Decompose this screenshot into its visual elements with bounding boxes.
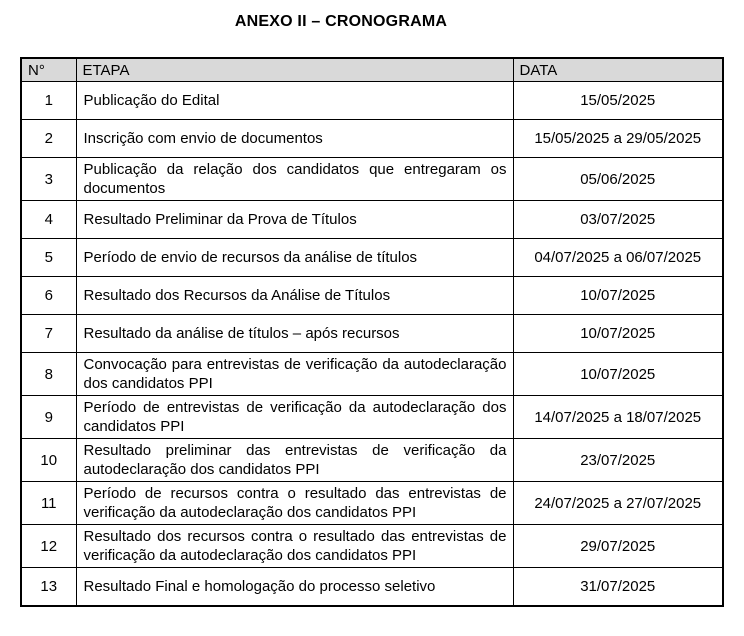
row-number-cell: 11 <box>21 482 76 525</box>
row-number-cell: 6 <box>21 277 76 315</box>
row-number-cell: 5 <box>21 239 76 277</box>
row-number-cell: 9 <box>21 396 76 439</box>
row-etapa-cell: Publicação do Edital <box>76 82 513 120</box>
row-etapa-cell: Inscrição com envio de documentos <box>76 120 513 158</box>
row-etapa-cell: Resultado Preliminar da Prova de Títulos <box>76 201 513 239</box>
row-number-cell: 4 <box>21 201 76 239</box>
row-etapa-cell: Período de entrevistas de verificação da autodeclaração dos candidatos PPI <box>76 396 513 439</box>
row-number-cell: 12 <box>21 525 76 568</box>
row-etapa-cell: Publicação da relação dos candidatos que entregaram os documentos <box>76 158 513 201</box>
row-number-cell: 7 <box>21 315 76 353</box>
row-etapa-cell: Período de envio de recursos da análise de títulos <box>76 239 513 277</box>
row-data-cell: 24/07/2025 a 27/07/2025 <box>513 482 723 525</box>
row-number-cell: 10 <box>21 439 76 482</box>
row-data-cell: 10/07/2025 <box>513 353 723 396</box>
cronograma-table <box>20 57 724 607</box>
table-row <box>21 82 723 120</box>
row-data-cell: 10/07/2025 <box>513 277 723 315</box>
row-etapa-cell: Convocação para entrevistas de verificação da autodeclaração dos candidatos PPI <box>76 353 513 396</box>
table-row <box>21 439 723 482</box>
row-data-cell: 10/07/2025 <box>513 315 723 353</box>
row-etapa-cell: Resultado da análise de títulos – após recursos <box>76 315 513 353</box>
column-header-etapa: ETAPA <box>76 58 513 82</box>
row-etapa-cell: Resultado Final e homologação do processo seletivo <box>76 568 513 606</box>
row-etapa-cell: Resultado dos recursos contra o resultado das entrevistas de verificação da autodeclaração dos candidatos PPI <box>76 525 513 568</box>
row-data-cell: 15/05/2025 <box>513 82 723 120</box>
table-row <box>21 396 723 439</box>
table-row <box>21 201 723 239</box>
row-etapa-cell: Período de recursos contra o resultado das entrevistas de verificação da autodeclaração dos candidatos PPI <box>76 482 513 525</box>
row-data-cell: 15/05/2025 a 29/05/2025 <box>513 120 723 158</box>
table-row <box>21 353 723 396</box>
row-number-cell: 3 <box>21 158 76 201</box>
table-row <box>21 568 723 606</box>
row-data-cell: 14/07/2025 a 18/07/2025 <box>513 396 723 439</box>
row-data-cell: 03/07/2025 <box>513 201 723 239</box>
row-etapa-cell: Resultado dos Recursos da Análise de Títulos <box>76 277 513 315</box>
table-row <box>21 158 723 201</box>
row-data-cell: 31/07/2025 <box>513 568 723 606</box>
column-header-num: N° <box>21 58 76 82</box>
row-data-cell: 04/07/2025 a 06/07/2025 <box>513 239 723 277</box>
row-number-cell: 1 <box>21 82 76 120</box>
row-etapa-cell: Resultado preliminar das entrevistas de verificação da autodeclaração dos candidatos PPI <box>76 439 513 482</box>
row-data-cell: 23/07/2025 <box>513 439 723 482</box>
table-row <box>21 525 723 568</box>
row-data-cell: 05/06/2025 <box>513 158 723 201</box>
table-row <box>21 315 723 353</box>
page-title: ANEXO II – CRONOGRAMA <box>234 13 448 30</box>
table-row <box>21 239 723 277</box>
table-row <box>21 482 723 525</box>
row-number-cell: 8 <box>21 353 76 396</box>
table-header-row <box>21 58 723 82</box>
row-number-cell: 2 <box>21 120 76 158</box>
table-row <box>21 277 723 315</box>
table-row <box>21 120 723 158</box>
row-data-cell: 29/07/2025 <box>513 525 723 568</box>
row-number-cell: 13 <box>21 568 76 606</box>
column-header-data: DATA <box>513 58 723 82</box>
